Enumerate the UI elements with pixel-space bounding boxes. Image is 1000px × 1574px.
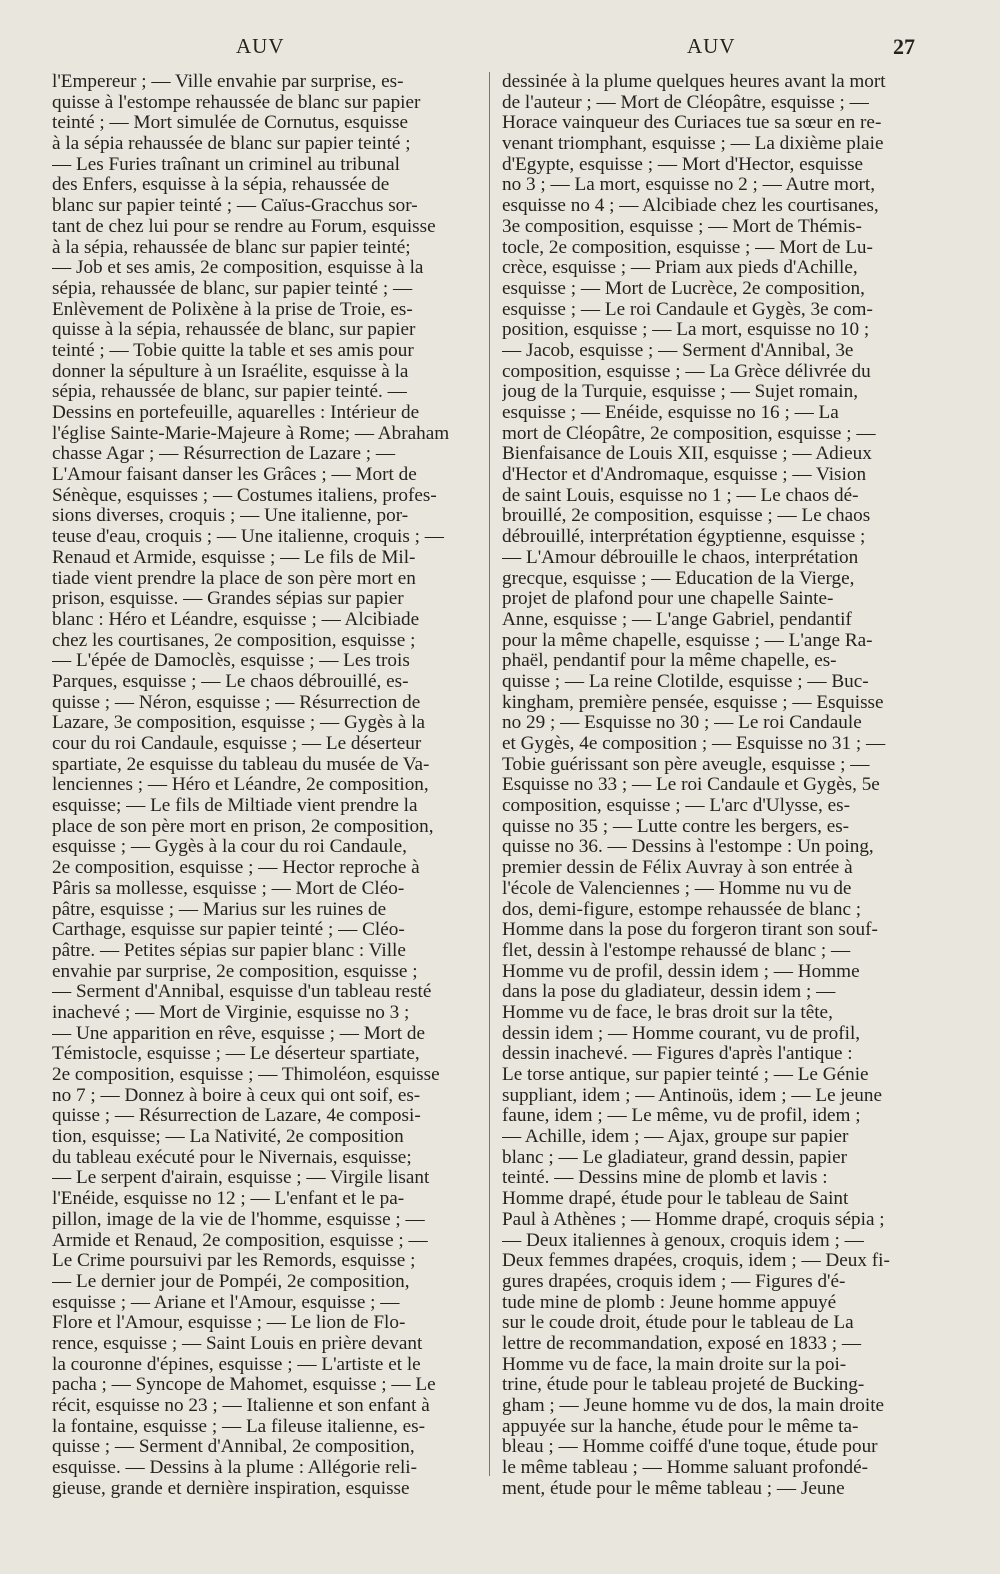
text-line: d'Hector et d'Andromaque, esquisse ; — Vision — [502, 465, 867, 486]
text-line: des Enfers, esquisse à la sépia, rehaussée de — [52, 175, 390, 196]
text-line: — Une apparition en rêve, esquisse ; — Mort de — [52, 1023, 425, 1044]
text-line: phaël, pendantif pour la même chapelle, es- — [502, 651, 837, 672]
text-line: — Le dernier jour de Pompéi, 2e composition, — [52, 1271, 410, 1292]
text-line: Homme vu de profil, dessin idem ; — Homme — [502, 961, 860, 982]
text-line: tion, esquisse; — La Nativité, 2e composition — [52, 1127, 404, 1148]
text-line: joug de la Turquie, esquisse ; — Sujet romain, — [502, 382, 859, 403]
text-line: Horace vainqueur des Curiaces tue sa sœur en re- — [502, 113, 882, 134]
text-line: et Gygès, 4e composition ; — Esquisse no 31 ; — — [502, 734, 886, 754]
text-line: donner la sépulture à un Israélite, esquisse à la — [52, 361, 409, 382]
text-line: l'Enéide, esquisse no 12 ; — L'enfant et le pa- — [52, 1189, 405, 1210]
text-line: suppliant, idem ; — Antinoüs, idem ; — Le jeune — [502, 1085, 882, 1106]
text-line: quisse ; — Néron, esquisse ; — Résurrection de — [52, 692, 421, 713]
text-line: Esquisse no 33 ; — Le roi Candaule et Gygès, 5e — [502, 775, 880, 796]
text-line: ment, étude pour le même tableau ; — Jeune — [502, 1478, 845, 1499]
text-line: esquisse. — Dessins à la plume : Allégorie reli- — [52, 1458, 418, 1479]
text-line: Enlèvement de Polixène à la prise de Troie, es- — [52, 299, 413, 320]
text-line: teuse d'eau, croquis ; — Une italienne, croquis ; — — [52, 527, 444, 548]
text-line: envahie par surprise, 2e composition, esquisse ; — [52, 961, 418, 982]
text-line: Sénèque, esquisses ; — Costumes italiens, profes- — [52, 485, 437, 506]
text-line: quisse ; — Résurrection de Lazare, 4e composi- — [52, 1106, 421, 1127]
text-line: venant triomphant, esquisse ; — La dixième plaie — [502, 134, 884, 155]
text-line: débrouillé, interprétation égyptienne, esquisse ; — [502, 527, 866, 548]
text-line: trine, étude pour le tableau projeté de Bucking- — [502, 1375, 865, 1396]
text-line: 2e composition, esquisse ; — Hector reproche à — [52, 858, 420, 879]
text-line: quisse ; — Serment d'Annibal, 2e composition, — [52, 1437, 415, 1458]
text-line: 3e composition, esquisse ; — Mort de Thémis- — [502, 216, 862, 237]
text-line: sépia, rehaussée de blanc, sur papier teinté ; — — [52, 278, 413, 299]
text-line: dessin inachevé. — Figures d'après l'antique : — [502, 1044, 853, 1065]
text-line: faune, idem ; — Le même, vu de profil, idem ; — [502, 1106, 861, 1127]
text-line: pacha ; — Syncope de Mahomet, esquisse ; — Le — [52, 1375, 436, 1396]
text-line: blanc : Héro et Léandre, esquisse ; — Alcibiade — [52, 609, 420, 630]
text-line: Homme drapé, étude pour le tableau de Saint — [502, 1189, 849, 1210]
text-line: dessinée à la plume quelques heures avant la mort — [502, 72, 886, 92]
text-line: lettre de recommandation, exposé en 1833 ; — — [502, 1333, 862, 1354]
text-line: Pâris sa mollesse, esquisse ; — Mort de Cléo- — [52, 878, 405, 899]
text-line: à la sépia rehaussée de blanc sur papier teinté ; — [52, 134, 411, 155]
text-line: Anne, esquisse ; — L'ange Gabriel, pendantif — [502, 609, 852, 630]
text-line: Homme vu de face, la main droite sur la poi- — [502, 1354, 847, 1375]
text-line: place de son père mort en prison, 2e composition, — [52, 816, 434, 837]
header-right-word: AUV — [687, 34, 736, 58]
text-line: composition, esquisse ; — L'arc d'Ulysse, es- — [502, 796, 850, 817]
text-line: no 29 ; — Esquisse no 30 ; — Le roi Candaule — [502, 713, 862, 734]
text-line: flet, dessin à l'estompe rehaussé de blanc ; — — [502, 940, 851, 961]
text-line: dans la pose du gladiateur, dessin idem ; — — [502, 982, 836, 1003]
text-line: — L'Amour débrouille le chaos, interprétation — [502, 547, 859, 568]
text-line: sépia, rehaussée de blanc, sur papier teinté. — — [52, 382, 407, 403]
text-line: pâtre. — Petites sépias sur papier blanc : Ville — [52, 940, 406, 961]
text-line: rence, esquisse ; — Saint Louis en prière devant — [52, 1333, 423, 1354]
text-line: Bienfaisance de Louis XII, esquisse ; — Adieux — [502, 444, 872, 465]
text-line: — Deux italiennes à genoux, croquis idem ; — — [502, 1230, 864, 1251]
text-line: récit, esquisse no 23 ; — Italienne et son enfant à — [52, 1396, 430, 1416]
text-line: gieuse, grande et dernière inspiration, esquisse — [52, 1478, 410, 1499]
text-line: no 7 ; — Donnez à boire à ceux qui ont soif, es- — [52, 1085, 421, 1106]
text-line: Parques, esquisse ; — Le chaos débrouillé, es- — [52, 671, 409, 692]
text-line: mort de Cléopâtre, 2e composition, esquisse ; — — [502, 423, 876, 444]
text-line: quisse à l'estompe rehaussée de blanc sur papier — [52, 92, 421, 113]
text-line: Deux femmes drapées, croquis, idem ; — Deux fi- — [502, 1251, 890, 1272]
text-line: — L'épée de Damoclès, esquisse ; — Les trois — [52, 651, 410, 672]
text-line: chasse Agar ; — Résurrection de Lazare ; — — [52, 444, 396, 465]
text-line: blanc ; — Le gladiateur, grand dessin, papier — [502, 1147, 848, 1168]
text-line: teinté ; — Mort simulée de Cornutus, esquisse — [52, 113, 408, 134]
text-line: à la sépia, rehaussée de blanc sur papier teinté; — [52, 237, 411, 258]
text-line: pillon, image de la vie de l'homme, esquisse ; — — [52, 1209, 425, 1230]
text-line: — Achille, idem ; — Ajax, groupe sur papier — [502, 1127, 849, 1148]
text-line: prison, esquisse. — Grandes sépias sur papier — [52, 589, 404, 610]
text-line: dessin idem ; — Homme courant, vu de profil, — [502, 1023, 861, 1044]
text-line: grecque, esquisse ; — Education de la Vierge, — [502, 568, 855, 589]
text-line: Lazare, 3e composition, esquisse ; — Gygès à la — [52, 713, 425, 734]
text-line: Carthage, esquisse sur papier teinté ; — Cléo- — [52, 920, 405, 941]
text-line: L'Amour faisant danser les Grâces ; — Mort de — [52, 465, 417, 486]
page-number: 27 — [893, 34, 915, 59]
text-line: kingham, première pensée, esquisse ; — Esquisse — [502, 692, 884, 713]
text-line: Renaud et Armide, esquisse ; — Le fils de Mil- — [52, 547, 416, 568]
text-line: cour du roi Candaule, esquisse ; — Le déserteur — [52, 734, 422, 754]
text-line: appuyée sur la hanche, étude pour le même ta- — [502, 1416, 859, 1437]
running-header — [0, 30, 1000, 66]
text-line: no 3 ; — La mort, esquisse no 2 ; — Autre mort, — [502, 175, 876, 196]
text-line: tiade vient prendre la place de son père mort en — [52, 568, 416, 589]
text-line: la fontaine, esquisse ; — La fileuse italienne, es- — [52, 1416, 425, 1437]
text-line: esquisse ; — Ariane et l'Amour, esquisse ; — — [52, 1292, 400, 1313]
text-line: chez les courtisanes, 2e composition, esquisse ; — [52, 630, 416, 651]
text-line: sur le coude droit, étude pour le tableau de La — [502, 1313, 854, 1334]
text-line: de saint Louis, esquisse no 1 ; — Le chaos dé- — [502, 485, 859, 506]
text-line: Paul à Athènes ; — Homme drapé, croquis sépia ; — [502, 1209, 885, 1230]
text-line: — Job et ses amis, 2e composition, esquisse à la — [52, 258, 424, 279]
text-line: Homme dans la pose du forgeron tirant son souf- — [502, 920, 878, 941]
text-line: 2e composition, esquisse ; — Thimoléon, esquisse — [52, 1065, 440, 1085]
text-line: lenciennes ; — Héro et Léandre, 2e composition, — [52, 775, 429, 796]
column-divider — [489, 72, 490, 1476]
text-line: — Les Furies traînant un criminel au tribunal — [52, 154, 400, 175]
text-line: — Serment d'Annibal, esquisse d'un tableau resté — [52, 982, 432, 1003]
text-line: de l'auteur ; — Mort de Cléopâtre, esquisse ; — — [502, 92, 869, 113]
text-line: quisse no 36. — Dessins à l'estompe : Un poing, — [502, 837, 874, 858]
text-line: Le torse antique, sur papier teinté ; — Le Génie — [502, 1065, 869, 1085]
text-line: brouillé, 2e composition, esquisse ; — Le chaos — [502, 506, 871, 527]
text-line: esquisse ; — Enéide, esquisse no 16 ; — La — [502, 403, 839, 423]
text-line: pâtre, esquisse ; — Marius sur les ruines de — [52, 899, 387, 920]
text-line: gures drapées, croquis idem ; — Figures d'é- — [502, 1271, 846, 1292]
text-line: Homme vu de face, le bras droit sur la tête, — [502, 1002, 833, 1023]
text-line: bleau ; — Homme coiffé d'une toque, étude pour — [502, 1437, 878, 1458]
text-line: tude mine de plomb : Jeune homme appuyé — [502, 1292, 837, 1313]
text-line: crèce, esquisse ; — Priam aux pieds d'Achille, — [502, 258, 858, 279]
text-line: teinté. — Dessins mine de plomb et lavis : — [502, 1168, 828, 1189]
text-line: tocle, 2e composition, esquisse ; — Mort de Lu- — [502, 237, 873, 258]
text-line: Flore et l'Amour, esquisse ; — Le lion de Flo- — [52, 1313, 406, 1334]
text-line: dos, demi-figure, estompe rehaussée de blanc ; — [502, 899, 862, 920]
text-line: premier dessin de Félix Auvray à son entrée à — [502, 858, 853, 879]
text-line: d'Egypte, esquisse ; — Mort d'Hector, esquisse — [502, 154, 864, 175]
text-line: esquisse; — Le fils de Miltiade vient prendre la — [52, 796, 418, 817]
text-line: pour la même chapelle, esquisse ; — L'ange Ra- — [502, 630, 873, 651]
text-line: la couronne d'épines, esquisse ; — L'artiste et le — [52, 1354, 421, 1375]
text-line: inachevé ; — Mort de Virginie, esquisse no 3 ; — [52, 1002, 410, 1023]
text-line: l'école de Valenciennes ; — Homme nu vu de — [502, 878, 852, 899]
text-line: esquisse ; — Le roi Candaule et Gygès, 3e com- — [502, 299, 873, 320]
text-line: esquisse no 4 ; — Alcibiade chez les courtisanes, — [502, 196, 879, 217]
text-line: gham ; — Jeune homme vu de dos, la main droite — [502, 1396, 885, 1416]
text-line: — Le serpent d'airain, esquisse ; — Virgile lisant — [52, 1168, 430, 1189]
text-line: — Jacob, esquisse ; — Serment d'Annibal, 3e — [502, 340, 854, 361]
text-line: sions diverses, croquis ; — Une italienne, por- — [52, 506, 409, 527]
text-line: l'église Sainte-Marie-Majeure à Rome; — Abraham — [52, 423, 450, 444]
text-line: le même tableau ; — Homme saluant profondé- — [502, 1458, 869, 1479]
text-line: quisse à la sépia, rehaussée de blanc, sur papier — [52, 320, 416, 341]
text-line: composition, esquisse ; — La Grèce délivrée du — [502, 361, 871, 382]
right-text-column — [502, 72, 936, 1499]
text-line: du tableau exécuté pour le Nivernais, esquisse; — [52, 1147, 412, 1168]
text-line: esquisse ; — Mort de Lucrèce, 2e composition, — [502, 278, 865, 299]
text-line: Dessins en portefeuille, aquarelles : Intérieur de — [52, 403, 420, 423]
text-line: projet de plafond pour une chapelle Sainte- — [502, 589, 834, 610]
text-line: quisse no 35 ; — Lutte contre les bergers, es- — [502, 816, 850, 837]
text-line: teinté ; — Tobie quitte la table et ses amis pour — [52, 340, 414, 361]
text-line: Le Crime poursuivi par les Remords, esquisse ; — [52, 1251, 416, 1272]
text-line: Témistocle, esquisse ; — Le déserteur spartiate, — [52, 1044, 420, 1065]
text-line: spartiate, 2e esquisse du tableau du musée de Va- — [52, 754, 430, 775]
text-line: Tobie guérissant son père aveugle, esquisse ; — — [502, 754, 870, 775]
text-line: tant de chez lui pour se rendre au Forum, esquisse — [52, 216, 436, 237]
text-line: esquisse ; — Gygès à la cour du roi Candaule, — [52, 837, 407, 858]
header-left-word: AUV — [236, 34, 285, 58]
left-text-column — [52, 72, 486, 1499]
text-line: Armide et Renaud, 2e composition, esquisse ; — — [52, 1230, 428, 1251]
text-line: position, esquisse ; — La mort, esquisse no 10 ; — [502, 320, 870, 341]
text-line: blanc sur papier teinté ; — Caïus-Gracchus sor- — [52, 196, 418, 217]
text-line: quisse ; — La reine Clotilde, esquisse ; — Buc- — [502, 671, 869, 692]
text-line: l'Empereur ; — Ville envahie par surprise, es- — [52, 72, 404, 92]
